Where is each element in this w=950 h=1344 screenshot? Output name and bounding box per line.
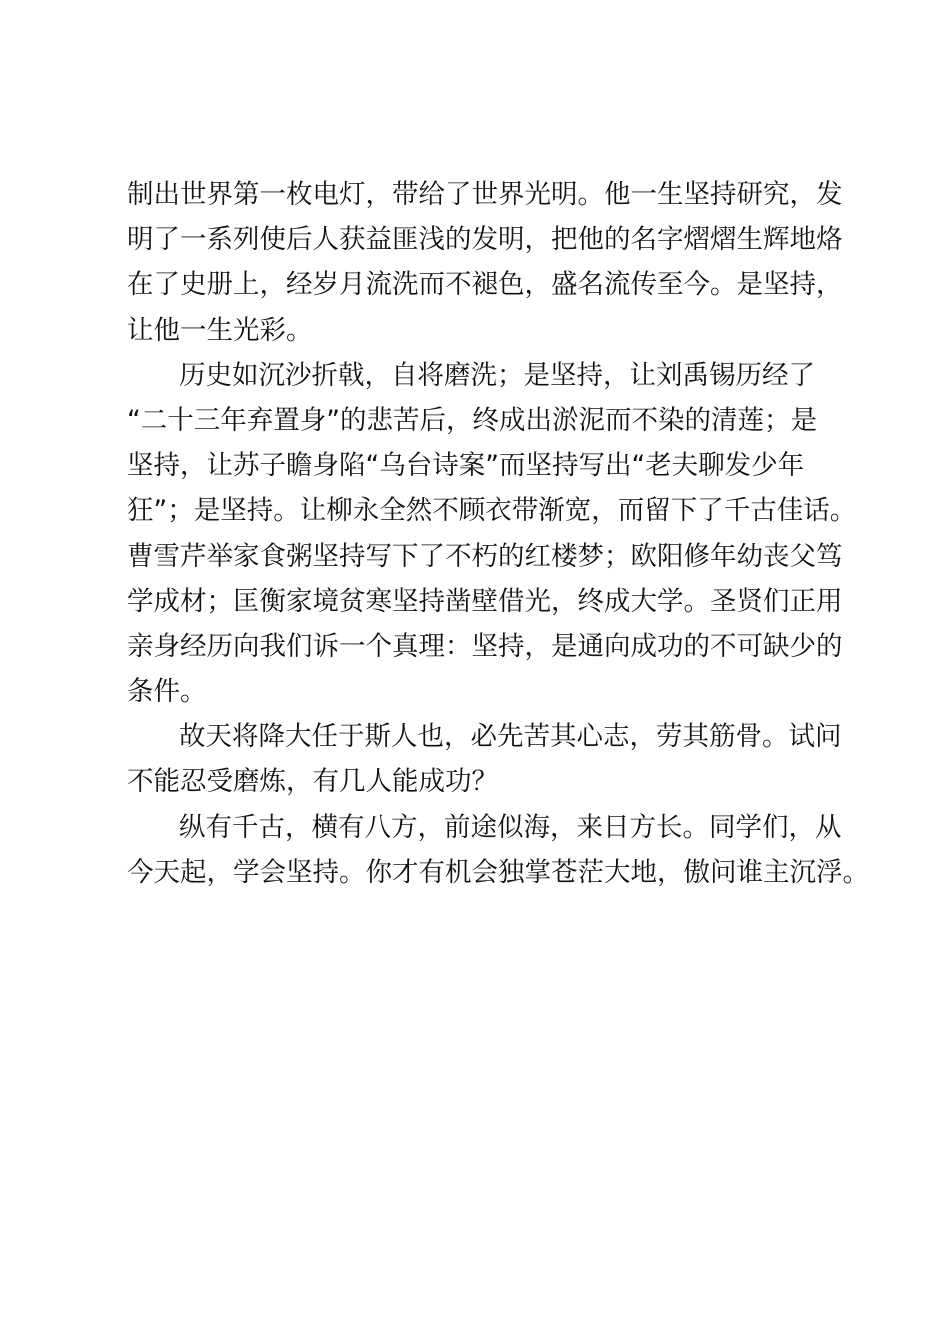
text-line: 今天起，学会坚持。你才有机会独掌苍茫大地，傲问谁主沉浮。 xyxy=(127,856,869,888)
text-line: 不能忍受磨炼，有几人能成功？ xyxy=(127,766,498,798)
paragraph-start-line: 纵有千古，横有八方，前途似海，来日方长。同学们，从 xyxy=(179,811,842,843)
text-line: 在了史册上，经岁月流洗而不褪色，盛名流传至今。是坚持， xyxy=(127,269,843,301)
text-line: 条件。 xyxy=(127,676,207,708)
text-line: “二十三年弃置身”的悲苦后，终成出淤泥而不染的清莲；是 xyxy=(127,404,817,436)
text-line: 坚持，让苏子瞻身陷“乌台诗案”而坚持写出“老夫聊发少年 xyxy=(127,450,805,482)
text-line: 明了一系列使后人获益匪浅的发明，把他的名字熠熠生辉地烙 xyxy=(127,224,843,256)
text-line: 狂”；是坚持。让柳永全然不顾衣带渐宽，而留下了千古佳话。 xyxy=(127,495,857,527)
paragraph-start-line: 历史如沉沙折戟，自将磨洗；是坚持，让刘禹锡历经了 xyxy=(179,359,815,391)
text-line: 让他一生光彩。 xyxy=(127,314,313,346)
text-line: 制出世界第一枚电灯，带给了世界光明。他一生坚持研究，发 xyxy=(127,179,843,210)
essay-body xyxy=(127,172,869,895)
text-line: 曹雪芹举家食粥坚持写下了不朽的红楼梦；欧阳修年幼丧父笃 xyxy=(127,540,843,572)
text-line: 学成材；匡衡家境贫寒坚持凿壁借光，终成大学。圣贤们正用 xyxy=(127,585,843,617)
paragraph-start-line: 故天将降大任于斯人也，必先苦其心志，劳其筋骨。试问 xyxy=(179,721,842,753)
text-line: 亲身经历向我们诉一个真理：坚持，是通向成功的不可缺少的 xyxy=(127,630,843,662)
